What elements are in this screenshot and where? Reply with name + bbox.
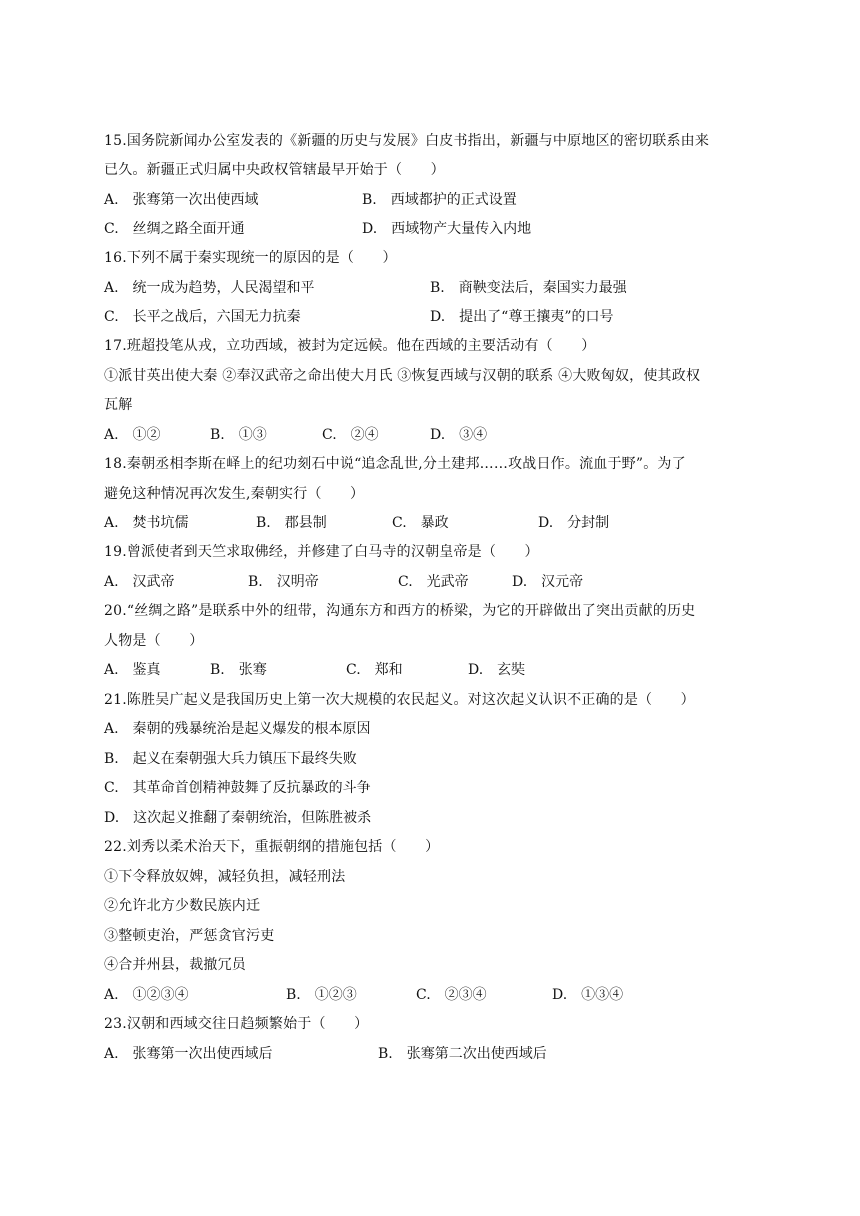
- question-22-item-4: ④合并州县，裁撤冗员: [104, 957, 246, 973]
- question-18-stem-line-1: 18.秦朝丞相李斯在峄上的纪功刻石中说“追念乱世,分土建邦……攻战日作。流血于野”。为了: [104, 456, 686, 472]
- question-18-option-a: A. 焚书坑儒: [104, 515, 189, 531]
- question-18-stem-line-2: 避免这种情况再次发生,秦朝实行（ ）: [104, 486, 365, 502]
- question-16-option-c: C. 长平之战后，六国无力抗秦: [104, 309, 301, 325]
- question-19-option-b: B. 汉明帝: [248, 574, 319, 590]
- question-15-stem-line-2: 已久。新疆正式归属中央政权管辖最早开始于（ ）: [104, 162, 445, 178]
- question-22-stem: 22.刘秀以柔术治天下，重振朝纲的措施包括（ ）: [104, 839, 440, 855]
- question-16-option-b: B. 商鞅变法后，秦国实力最强: [430, 280, 627, 296]
- question-17-stem-line-3: 瓦解: [104, 397, 133, 413]
- question-15-stem-line-1: 15.国务院新闻办公室发表的《新疆的历史与发展》白皮书指出，新疆与中原地区的密切联系由来: [104, 133, 710, 149]
- question-18-option-b: B. 郡县制: [256, 515, 327, 531]
- question-19-option-a: A. 汉武帝: [104, 574, 175, 590]
- question-15-option-b: B. 西域都护的正式设置: [362, 192, 517, 208]
- question-22-item-2: ②允许北方少数民族内迁: [104, 898, 261, 914]
- question-16-stem: 16.下列不属于秦实现统一的原因的是（ ）: [104, 250, 397, 266]
- question-18-option-c: C. 暴政: [392, 515, 449, 531]
- question-20-option-b: B. 张骞: [210, 662, 267, 678]
- question-19-option-c: C. 光武帝: [398, 574, 469, 590]
- question-15-option-a: A. 张骞第一次出使西域: [104, 192, 259, 208]
- question-17-option-b: B. ①③: [210, 427, 267, 443]
- question-21-option-d: D. 这次起义推翻了秦朝统治，但陈胜被杀: [104, 810, 372, 826]
- question-22-option-c: C. ②③④: [416, 987, 487, 1003]
- question-21-option-c: C. 其革命首创精神鼓舞了反抗暴政的斗争: [104, 780, 371, 796]
- question-16-option-d: D. 提出了“尊王攘夷”的口号: [430, 309, 614, 325]
- question-23-option-a: A. 张骞第一次出使西域后: [104, 1046, 273, 1062]
- question-20-option-a: A. 鉴真: [104, 662, 161, 678]
- question-17-stem-line-1: 17.班超投笔从戎，立功西域，被封为定远候。他在西域的主要活动有（ ）: [104, 338, 596, 354]
- question-22-option-a: A. ①②③④: [104, 987, 189, 1003]
- question-17-option-a: A. ①②: [104, 427, 161, 443]
- question-21-option-b: B. 起义在秦朝强大兵力镇压下最终失败: [104, 751, 357, 767]
- question-19-option-d: D. 汉元帝: [512, 574, 584, 590]
- question-22-item-3: ③整顿吏治，严惩贪官污吏: [104, 928, 275, 944]
- question-15-option-d: D. 西域物产大量传入内地: [362, 221, 532, 237]
- question-17-stem-line-2: ①派甘英出使大秦 ②奉汉武帝之命出使大月氏 ③恢复西域与汉朝的联系 ④大败匈奴，使其政权: [104, 368, 701, 384]
- question-21-option-a: A. 秦朝的残暴统治是起义爆发的根本原因: [104, 721, 371, 737]
- question-15-option-c: C. 丝绸之路全面开通: [104, 221, 245, 237]
- question-16-option-a: A. 统一成为趋势，人民渴望和平: [104, 280, 315, 296]
- question-17-option-c: C. ②④: [322, 427, 379, 443]
- question-22-option-d: D. ①③④: [552, 987, 624, 1003]
- question-18-option-d: D. 分封制: [538, 515, 610, 531]
- question-20-option-c: C. 郑和: [346, 662, 403, 678]
- question-17-option-d: D. ③④: [430, 427, 488, 443]
- question-20-stem-line-1: 20.“丝绸之路”是联系中外的纽带，沟通东方和西方的桥梁，为它的开辟做出了突出贡献的历史: [104, 603, 696, 619]
- question-20-stem-line-2: 人物是（ ）: [104, 633, 204, 649]
- question-21-stem: 21.陈胜吴广起义是我国历史上第一次大规模的农民起义。对这次起义认识不正确的是（ ）: [104, 692, 695, 708]
- question-22-item-1: ①下令释放奴婢，减轻负担，减轻刑法: [104, 869, 346, 885]
- question-20-option-d: D. 玄奘: [468, 662, 526, 678]
- question-19-stem: 19.曾派使者到天竺求取佛经，并修建了白马寺的汉朝皇帝是（ ）: [104, 544, 539, 560]
- question-23-option-b: B. 张骞第二次出使西域后: [378, 1046, 547, 1062]
- question-22-option-b: B. ①②③: [286, 987, 357, 1003]
- question-23-stem: 23.汉朝和西域交往日趋频繁始于（ ）: [104, 1016, 369, 1032]
